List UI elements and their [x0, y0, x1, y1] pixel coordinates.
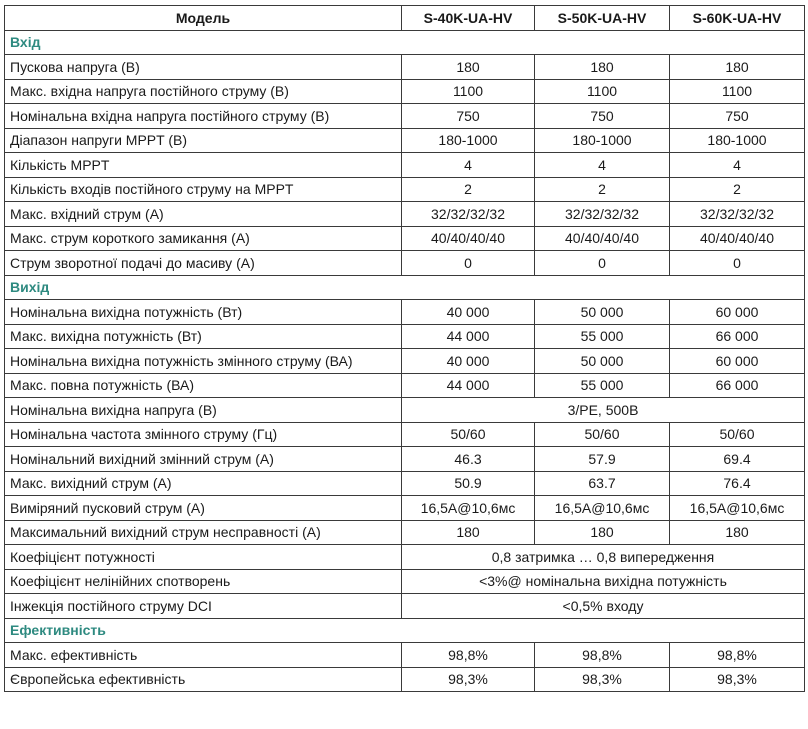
row-label: Кількість входів постійного струму на MPPT — [5, 177, 402, 202]
row-value-merged: <0,5% входу — [402, 594, 805, 619]
row-value-merged: 0,8 затримка … 0,8 випередження — [402, 545, 805, 570]
row-label: Коефіцієнт нелінійних спотворень — [5, 569, 402, 594]
table-header — [5, 6, 805, 31]
row-value: 50/60 — [402, 422, 535, 447]
row-value: 55 000 — [535, 373, 670, 398]
row-value: 4 — [535, 153, 670, 178]
table-row — [5, 177, 805, 202]
row-value: 98,3% — [535, 667, 670, 692]
row-value: 57.9 — [535, 447, 670, 472]
row-value: 50 000 — [535, 300, 670, 325]
table-row — [5, 55, 805, 80]
row-value: 40/40/40/40 — [535, 226, 670, 251]
row-value: 40/40/40/40 — [402, 226, 535, 251]
table-row — [5, 300, 805, 325]
row-value: 50 000 — [535, 349, 670, 374]
row-value: 180 — [402, 55, 535, 80]
header-model-60k: S-60K-UA-HV — [670, 6, 805, 31]
row-value: 98,3% — [670, 667, 805, 692]
table-row — [5, 251, 805, 276]
table-row — [5, 79, 805, 104]
row-label: Номінальна вихідна потужність (Вт) — [5, 300, 402, 325]
row-value: 1100 — [535, 79, 670, 104]
row-value: 40 000 — [402, 300, 535, 325]
row-value: 180-1000 — [535, 128, 670, 153]
row-value: 4 — [670, 153, 805, 178]
section-heading: Ефективність — [5, 618, 805, 643]
row-value: 32/32/32/32 — [402, 202, 535, 227]
section-row — [5, 30, 805, 55]
row-value: 50/60 — [670, 422, 805, 447]
table-body — [5, 30, 805, 692]
row-value: 750 — [535, 104, 670, 129]
table-row — [5, 324, 805, 349]
row-value: 50/60 — [535, 422, 670, 447]
row-value: 32/32/32/32 — [670, 202, 805, 227]
row-label: Макс. повна потужність (ВА) — [5, 373, 402, 398]
table-row — [5, 202, 805, 227]
row-label: Макс. вхідний струм (А) — [5, 202, 402, 227]
table-row — [5, 447, 805, 472]
header-model-50k: S-50K-UA-HV — [535, 6, 670, 31]
table-row — [5, 422, 805, 447]
row-value: 180 — [535, 520, 670, 545]
table-row — [5, 520, 805, 545]
row-value: 180-1000 — [670, 128, 805, 153]
row-value: 40/40/40/40 — [670, 226, 805, 251]
row-value: 16,5А@10,6мс — [402, 496, 535, 521]
row-value: 180-1000 — [402, 128, 535, 153]
row-value: 0 — [402, 251, 535, 276]
row-value: 750 — [670, 104, 805, 129]
row-label: Номінальна частота змінного струму (Гц) — [5, 422, 402, 447]
row-value: 98,8% — [535, 643, 670, 668]
header-model-40k: S-40K-UA-HV — [402, 6, 535, 31]
spec-table — [4, 5, 805, 692]
table-row — [5, 104, 805, 129]
row-label: Струм зворотної подачі до масиву (А) — [5, 251, 402, 276]
row-value: 4 — [402, 153, 535, 178]
table-row — [5, 594, 805, 619]
table-row — [5, 471, 805, 496]
row-label: Номінальна вихідна потужність змінного струму (ВА) — [5, 349, 402, 374]
row-label: Номінальна вихідна напруга (В) — [5, 398, 402, 423]
row-label: Діапазон напруги MPPT (В) — [5, 128, 402, 153]
row-value: 98,3% — [402, 667, 535, 692]
row-value: 98,8% — [402, 643, 535, 668]
row-value: 40 000 — [402, 349, 535, 374]
table-row — [5, 545, 805, 570]
row-value: 180 — [402, 520, 535, 545]
table-row — [5, 667, 805, 692]
table-row — [5, 569, 805, 594]
row-value: 66 000 — [670, 324, 805, 349]
section-heading: Вихід — [5, 275, 805, 300]
row-label: Макс. ефективність — [5, 643, 402, 668]
row-value: 2 — [402, 177, 535, 202]
table-row — [5, 128, 805, 153]
row-label: Виміряний пусковий струм (А) — [5, 496, 402, 521]
row-label: Макс. вихідна потужність (Вт) — [5, 324, 402, 349]
row-label: Інжекція постійного струму DCI — [5, 594, 402, 619]
row-value: 66 000 — [670, 373, 805, 398]
row-value: 750 — [402, 104, 535, 129]
row-value: 32/32/32/32 — [535, 202, 670, 227]
row-label: Номінальна вхідна напруга постійного струму (В) — [5, 104, 402, 129]
row-value: 63.7 — [535, 471, 670, 496]
row-value: 180 — [535, 55, 670, 80]
row-value: 44 000 — [402, 373, 535, 398]
row-value: 98,8% — [670, 643, 805, 668]
table-row — [5, 373, 805, 398]
row-value: 50.9 — [402, 471, 535, 496]
row-value: 2 — [670, 177, 805, 202]
row-value: 60 000 — [670, 349, 805, 374]
row-value: 180 — [670, 55, 805, 80]
row-label: Номінальний вихідний змінний струм (А) — [5, 447, 402, 472]
section-row — [5, 275, 805, 300]
header-model: Модель — [5, 6, 402, 31]
row-value: 60 000 — [670, 300, 805, 325]
row-value: 16,5А@10,6мс — [670, 496, 805, 521]
row-value: 2 — [535, 177, 670, 202]
row-value: 1100 — [402, 79, 535, 104]
row-value: 44 000 — [402, 324, 535, 349]
row-value: 69.4 — [670, 447, 805, 472]
row-label: Макс. вхідна напруга постійного струму (В) — [5, 79, 402, 104]
row-label: Макс. струм короткого замикання (А) — [5, 226, 402, 251]
row-value: 1100 — [670, 79, 805, 104]
row-label: Пускова напруга (В) — [5, 55, 402, 80]
table-row — [5, 153, 805, 178]
section-heading: Вхід — [5, 30, 805, 55]
section-row — [5, 618, 805, 643]
row-value-merged: 3/PE, 500В — [402, 398, 805, 423]
row-value-merged: <3%@ номінальна вихідна потужність — [402, 569, 805, 594]
row-value: 76.4 — [670, 471, 805, 496]
table-row — [5, 349, 805, 374]
table-row — [5, 643, 805, 668]
table-row — [5, 496, 805, 521]
row-value: 180 — [670, 520, 805, 545]
header-row — [5, 6, 805, 31]
row-label: Коефіцієнт потужності — [5, 545, 402, 570]
row-label: Макс. вихідний струм (А) — [5, 471, 402, 496]
table-row — [5, 226, 805, 251]
table-row — [5, 398, 805, 423]
row-value: 0 — [535, 251, 670, 276]
row-value: 16,5А@10,6мс — [535, 496, 670, 521]
row-label: Максимальний вихідний струм несправності (А) — [5, 520, 402, 545]
row-value: 0 — [670, 251, 805, 276]
row-label: Європейська ефективність — [5, 667, 402, 692]
row-value: 46.3 — [402, 447, 535, 472]
row-value: 55 000 — [535, 324, 670, 349]
row-label: Кількість MPPT — [5, 153, 402, 178]
